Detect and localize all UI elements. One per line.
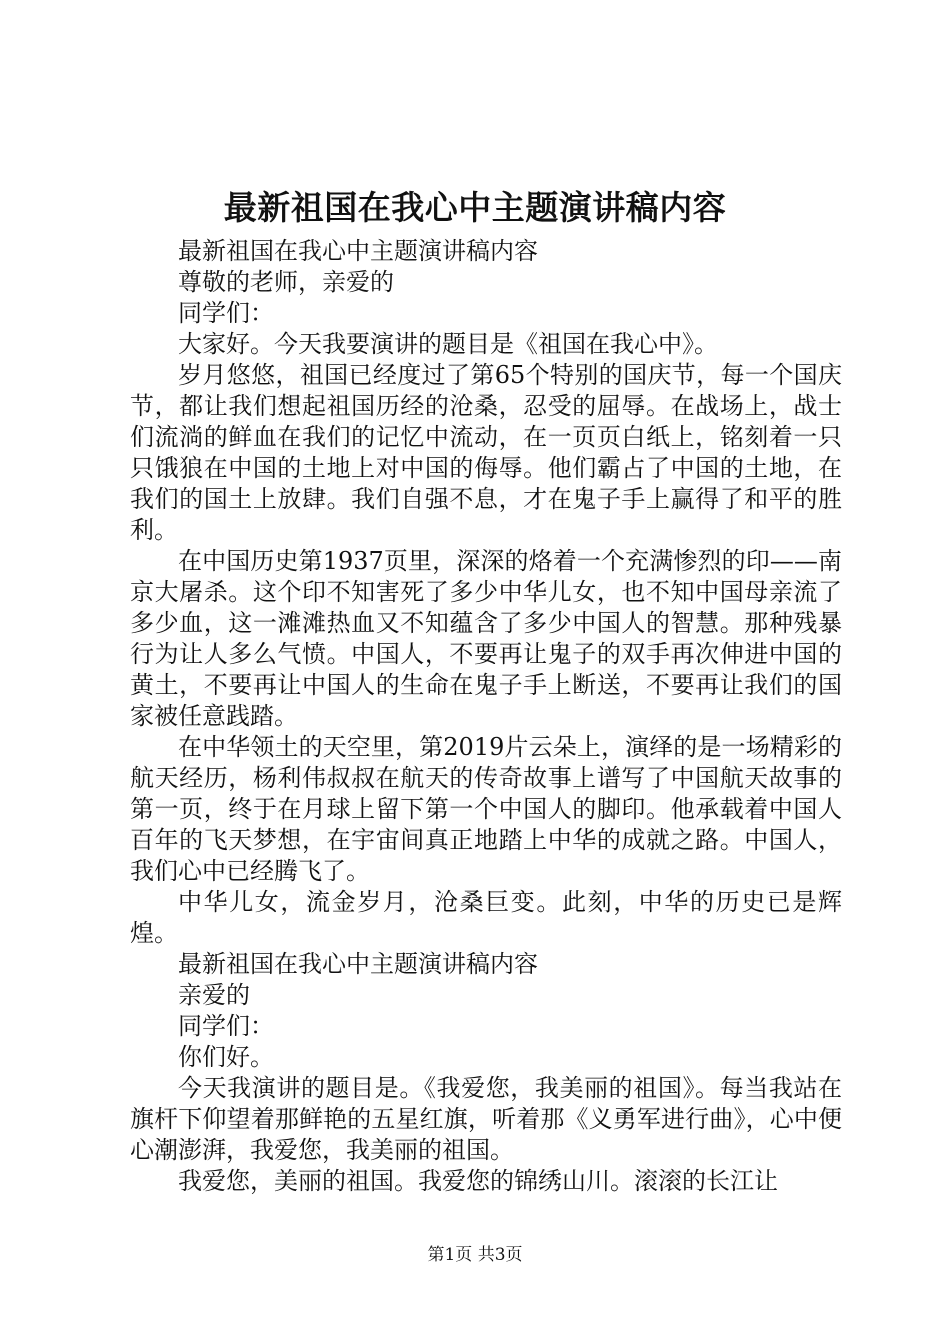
document-body (130, 236, 842, 1197)
paragraph: 同学们： (178, 1012, 274, 1040)
paragraph: 今天我演讲的题目是。《我爱您，我美丽的祖国》。每当我站在旗杆下仰望着那鲜艳的五星红旗，听着那《义勇军进行曲》，心中便心潮澎湃，我爱您，我美丽的祖国。 (130, 1074, 842, 1164)
paragraph: 在中华领土的天空里，第2019片云朵上，演绎的是一场精彩的航天经历，杨利伟叔叔在航天的传奇故事上谱写了中国航天故事的第一页，终于在月球上留下第一个中国人的脚印。他承载着中国人百年的飞天梦想，在宇宙间真正地踏上中华的成就之路。中国人，我们心中已经腾飞了。 (130, 733, 842, 885)
paragraph: 同学们： (178, 299, 274, 327)
paragraph: 最新祖国在我心中主题演讲稿内容 (178, 950, 538, 978)
paragraph: 尊敬的老师，亲爱的 (178, 268, 394, 296)
document-title: 最新祖国在我心中主题演讲稿内容 (223, 188, 727, 227)
paragraph: 你们好。 (178, 1043, 274, 1071)
paragraph: 在中国历史第1937页里，深深的烙着一个充满惨烈的印——南京大屠杀。这个印不知害死了多少中华儿女，也不知中国母亲流了多少血，这一滩滩热血又不知蕴含了多少中国人的智慧。那种残暴行为让人多么气愤。中国人，不要再让鬼子的双手再次伸进中国的黄土，不要再让中国人的生命在鬼子手上断送，不要再让我们的国家被任意践踏。 (130, 547, 842, 730)
paragraph: 中华儿女，流金岁月，沧桑巨变。此刻，中华的历史已是辉煌。 (130, 888, 842, 947)
paragraph: 大家好。今天我要演讲的题目是《祖国在我心中》。 (178, 330, 718, 358)
paragraph: 亲爱的 (178, 981, 250, 1009)
paragraph: 我爱您，美丽的祖国。我爱您的锦绣山川。滚滚的长江让 (178, 1167, 778, 1195)
paragraph: 最新祖国在我心中主题演讲稿内容 (178, 237, 538, 265)
page-number-footer: 第1页 共3页 (427, 1245, 523, 1265)
paragraph: 岁月悠悠，祖国已经度过了第65个特别的国庆节，每一个国庆节，都让我们想起祖国历经的沧桑，忍受的屈辱。在战场上，战士们流淌的鲜血在我们的记忆中流动，在一页页白纸上，铭刻着一只只饿狼在中国的土地上对中国的侮辱。他们霸占了中国的土地，在我们的国土上放肆。我们自强不息，才在鬼子手上赢得了和平的胜利。 (130, 361, 842, 544)
